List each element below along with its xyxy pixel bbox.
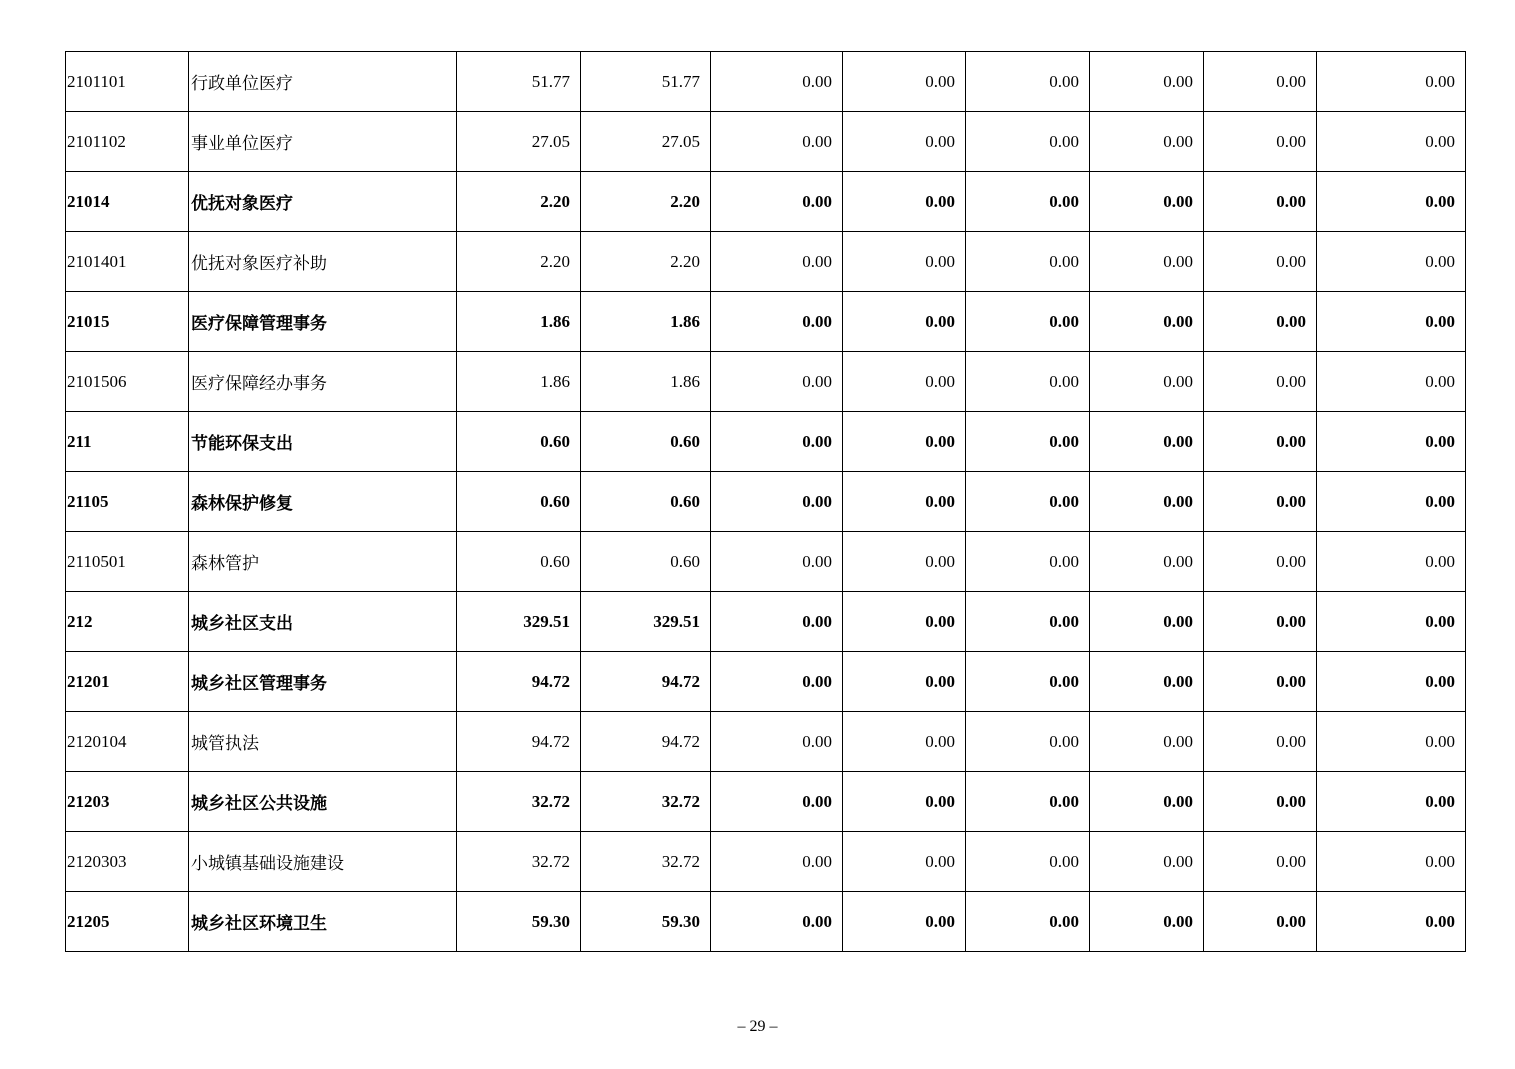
- table-row: [66, 352, 1466, 412]
- row-value-cell: 0.00: [843, 472, 966, 532]
- table-row: [66, 772, 1466, 832]
- row-value-cell: 0.00: [966, 772, 1090, 832]
- row-value-cell: 0.00: [1317, 472, 1466, 532]
- row-value-cell: 0.00: [1204, 892, 1317, 952]
- row-value-cell: 0.00: [843, 172, 966, 232]
- row-value-cell: 0.00: [966, 52, 1090, 112]
- row-value-cell: 0.00: [843, 52, 966, 112]
- row-name-cell: 行政单位医疗: [189, 52, 457, 112]
- table-row: [66, 652, 1466, 712]
- row-value-cell: 0.00: [1090, 472, 1204, 532]
- row-value-cell: 0.00: [966, 832, 1090, 892]
- row-code-cell: 211: [66, 412, 189, 472]
- row-value-cell: 0.00: [843, 892, 966, 952]
- row-value-cell: 0.00: [966, 592, 1090, 652]
- row-value-cell: 0.60: [581, 412, 711, 472]
- row-value-cell: 0.00: [843, 412, 966, 472]
- row-value-cell: 0.00: [1317, 892, 1466, 952]
- row-code-cell: 212: [66, 592, 189, 652]
- table-row: [66, 592, 1466, 652]
- row-value-cell: 51.77: [581, 52, 711, 112]
- row-value-cell: 2.20: [581, 232, 711, 292]
- row-value-cell: 0.00: [1204, 52, 1317, 112]
- row-value-cell: 0.00: [966, 472, 1090, 532]
- row-value-cell: 94.72: [457, 652, 581, 712]
- row-value-cell: 0.00: [711, 352, 843, 412]
- table-row: [66, 172, 1466, 232]
- row-value-cell: 0.00: [1090, 352, 1204, 412]
- row-value-cell: 0.00: [1317, 712, 1466, 772]
- row-name-cell: 小城镇基础设施建设: [189, 832, 457, 892]
- row-value-cell: 0.00: [1090, 292, 1204, 352]
- budget-table: [65, 51, 1466, 952]
- row-value-cell: 0.00: [843, 232, 966, 292]
- row-value-cell: 2.20: [581, 172, 711, 232]
- row-value-cell: 32.72: [457, 832, 581, 892]
- table-row: [66, 832, 1466, 892]
- row-code-cell: 21105: [66, 472, 189, 532]
- row-name-cell: 医疗保障经办事务: [189, 352, 457, 412]
- row-name-cell: 森林保护修复: [189, 472, 457, 532]
- table-row: [66, 112, 1466, 172]
- row-code-cell: 2101401: [66, 232, 189, 292]
- row-value-cell: 0.00: [711, 52, 843, 112]
- row-value-cell: 0.60: [581, 532, 711, 592]
- row-name-cell: 城乡社区管理事务: [189, 652, 457, 712]
- row-value-cell: 0.00: [843, 712, 966, 772]
- row-value-cell: 0.00: [1090, 112, 1204, 172]
- row-value-cell: 0.00: [1317, 652, 1466, 712]
- row-value-cell: 0.00: [843, 832, 966, 892]
- row-value-cell: 0.00: [1317, 412, 1466, 472]
- row-value-cell: 0.00: [1090, 772, 1204, 832]
- row-value-cell: 0.00: [1090, 592, 1204, 652]
- row-value-cell: 0.00: [1090, 712, 1204, 772]
- row-name-cell: 城乡社区支出: [189, 592, 457, 652]
- row-value-cell: 0.00: [966, 652, 1090, 712]
- row-value-cell: 0.60: [457, 472, 581, 532]
- row-value-cell: 0.00: [1204, 532, 1317, 592]
- row-value-cell: 0.00: [1204, 412, 1317, 472]
- row-name-cell: 城乡社区公共设施: [189, 772, 457, 832]
- row-value-cell: 0.00: [1090, 412, 1204, 472]
- row-value-cell: 0.00: [1090, 172, 1204, 232]
- row-code-cell: 2120104: [66, 712, 189, 772]
- row-value-cell: 0.00: [711, 832, 843, 892]
- row-value-cell: 0.00: [1317, 52, 1466, 112]
- table-row: [66, 232, 1466, 292]
- row-value-cell: 0.00: [843, 592, 966, 652]
- row-value-cell: 0.00: [711, 712, 843, 772]
- row-value-cell: 0.00: [711, 232, 843, 292]
- row-value-cell: 2.20: [457, 232, 581, 292]
- row-name-cell: 优抚对象医疗补助: [189, 232, 457, 292]
- row-value-cell: 0.00: [1317, 292, 1466, 352]
- row-name-cell: 城乡社区环境卫生: [189, 892, 457, 952]
- row-code-cell: 21203: [66, 772, 189, 832]
- row-value-cell: 0.00: [711, 112, 843, 172]
- row-value-cell: 0.00: [1204, 112, 1317, 172]
- row-value-cell: 0.00: [1090, 652, 1204, 712]
- row-value-cell: 0.00: [1204, 772, 1317, 832]
- row-value-cell: 0.00: [1317, 772, 1466, 832]
- row-value-cell: 0.00: [711, 472, 843, 532]
- row-value-cell: 0.00: [966, 112, 1090, 172]
- row-value-cell: 0.00: [1317, 172, 1466, 232]
- row-value-cell: 0.00: [966, 292, 1090, 352]
- row-name-cell: 优抚对象医疗: [189, 172, 457, 232]
- row-value-cell: 32.72: [457, 772, 581, 832]
- row-value-cell: 0.00: [1204, 352, 1317, 412]
- row-value-cell: 59.30: [457, 892, 581, 952]
- row-value-cell: 0.00: [1204, 712, 1317, 772]
- row-value-cell: 0.60: [581, 472, 711, 532]
- row-value-cell: 94.72: [581, 652, 711, 712]
- table-row: [66, 412, 1466, 472]
- row-value-cell: 0.00: [711, 412, 843, 472]
- row-value-cell: 0.60: [457, 532, 581, 592]
- row-value-cell: 2.20: [457, 172, 581, 232]
- row-code-cell: 21014: [66, 172, 189, 232]
- row-value-cell: 1.86: [581, 352, 711, 412]
- row-value-cell: 0.00: [1090, 832, 1204, 892]
- row-code-cell: 21015: [66, 292, 189, 352]
- row-code-cell: 2101101: [66, 52, 189, 112]
- row-value-cell: 0.00: [966, 892, 1090, 952]
- row-value-cell: 329.51: [581, 592, 711, 652]
- row-value-cell: 0.00: [711, 772, 843, 832]
- row-value-cell: 1.86: [581, 292, 711, 352]
- row-value-cell: 94.72: [457, 712, 581, 772]
- row-value-cell: 0.00: [1204, 592, 1317, 652]
- row-value-cell: 0.00: [711, 532, 843, 592]
- row-value-cell: 0.00: [1317, 592, 1466, 652]
- row-code-cell: 21205: [66, 892, 189, 952]
- row-name-cell: 事业单位医疗: [189, 112, 457, 172]
- row-value-cell: 0.00: [843, 292, 966, 352]
- row-value-cell: 1.86: [457, 292, 581, 352]
- row-value-cell: 0.00: [966, 352, 1090, 412]
- row-code-cell: 21201: [66, 652, 189, 712]
- row-value-cell: 0.00: [1204, 172, 1317, 232]
- row-value-cell: 0.00: [711, 652, 843, 712]
- row-name-cell: 城管执法: [189, 712, 457, 772]
- row-value-cell: 0.00: [711, 592, 843, 652]
- row-code-cell: 2101102: [66, 112, 189, 172]
- row-value-cell: 0.00: [711, 172, 843, 232]
- row-code-cell: 2101506: [66, 352, 189, 412]
- table-row: [66, 292, 1466, 352]
- row-value-cell: 0.00: [711, 892, 843, 952]
- row-value-cell: 0.00: [1204, 652, 1317, 712]
- row-name-cell: 医疗保障管理事务: [189, 292, 457, 352]
- row-value-cell: 0.00: [711, 292, 843, 352]
- row-value-cell: 0.00: [1090, 52, 1204, 112]
- row-value-cell: 0.00: [1317, 112, 1466, 172]
- row-code-cell: 2120303: [66, 832, 189, 892]
- row-value-cell: 51.77: [457, 52, 581, 112]
- row-value-cell: 0.00: [966, 532, 1090, 592]
- row-value-cell: 0.00: [843, 112, 966, 172]
- row-value-cell: 32.72: [581, 832, 711, 892]
- table-row: [66, 712, 1466, 772]
- row-value-cell: 0.00: [1317, 832, 1466, 892]
- row-value-cell: 329.51: [457, 592, 581, 652]
- row-value-cell: 0.00: [966, 412, 1090, 472]
- row-value-cell: 0.00: [1204, 292, 1317, 352]
- row-value-cell: 0.00: [843, 772, 966, 832]
- row-value-cell: 27.05: [581, 112, 711, 172]
- row-value-cell: 0.00: [966, 232, 1090, 292]
- table-row: [66, 52, 1466, 112]
- row-value-cell: 1.86: [457, 352, 581, 412]
- row-value-cell: 0.00: [966, 712, 1090, 772]
- row-value-cell: 0.00: [1317, 532, 1466, 592]
- row-value-cell: 32.72: [581, 772, 711, 832]
- row-value-cell: 0.00: [1204, 232, 1317, 292]
- row-value-cell: 0.00: [1090, 532, 1204, 592]
- table-row: [66, 892, 1466, 952]
- row-value-cell: 0.00: [1090, 232, 1204, 292]
- row-name-cell: 节能环保支出: [189, 412, 457, 472]
- row-code-cell: 2110501: [66, 532, 189, 592]
- row-value-cell: 0.00: [966, 172, 1090, 232]
- row-value-cell: 94.72: [581, 712, 711, 772]
- row-value-cell: 0.00: [1317, 352, 1466, 412]
- row-value-cell: 0.00: [1317, 232, 1466, 292]
- table-row: [66, 532, 1466, 592]
- table-body: [66, 52, 1466, 952]
- row-value-cell: 0.60: [457, 412, 581, 472]
- row-value-cell: 0.00: [1090, 892, 1204, 952]
- page-number: – 29 –: [737, 1018, 778, 1035]
- row-value-cell: 0.00: [843, 532, 966, 592]
- row-value-cell: 0.00: [1204, 832, 1317, 892]
- row-name-cell: 森林管护: [189, 532, 457, 592]
- row-value-cell: 59.30: [581, 892, 711, 952]
- row-value-cell: 27.05: [457, 112, 581, 172]
- row-value-cell: 0.00: [843, 352, 966, 412]
- row-value-cell: 0.00: [1204, 472, 1317, 532]
- table-row: [66, 472, 1466, 532]
- row-value-cell: 0.00: [843, 652, 966, 712]
